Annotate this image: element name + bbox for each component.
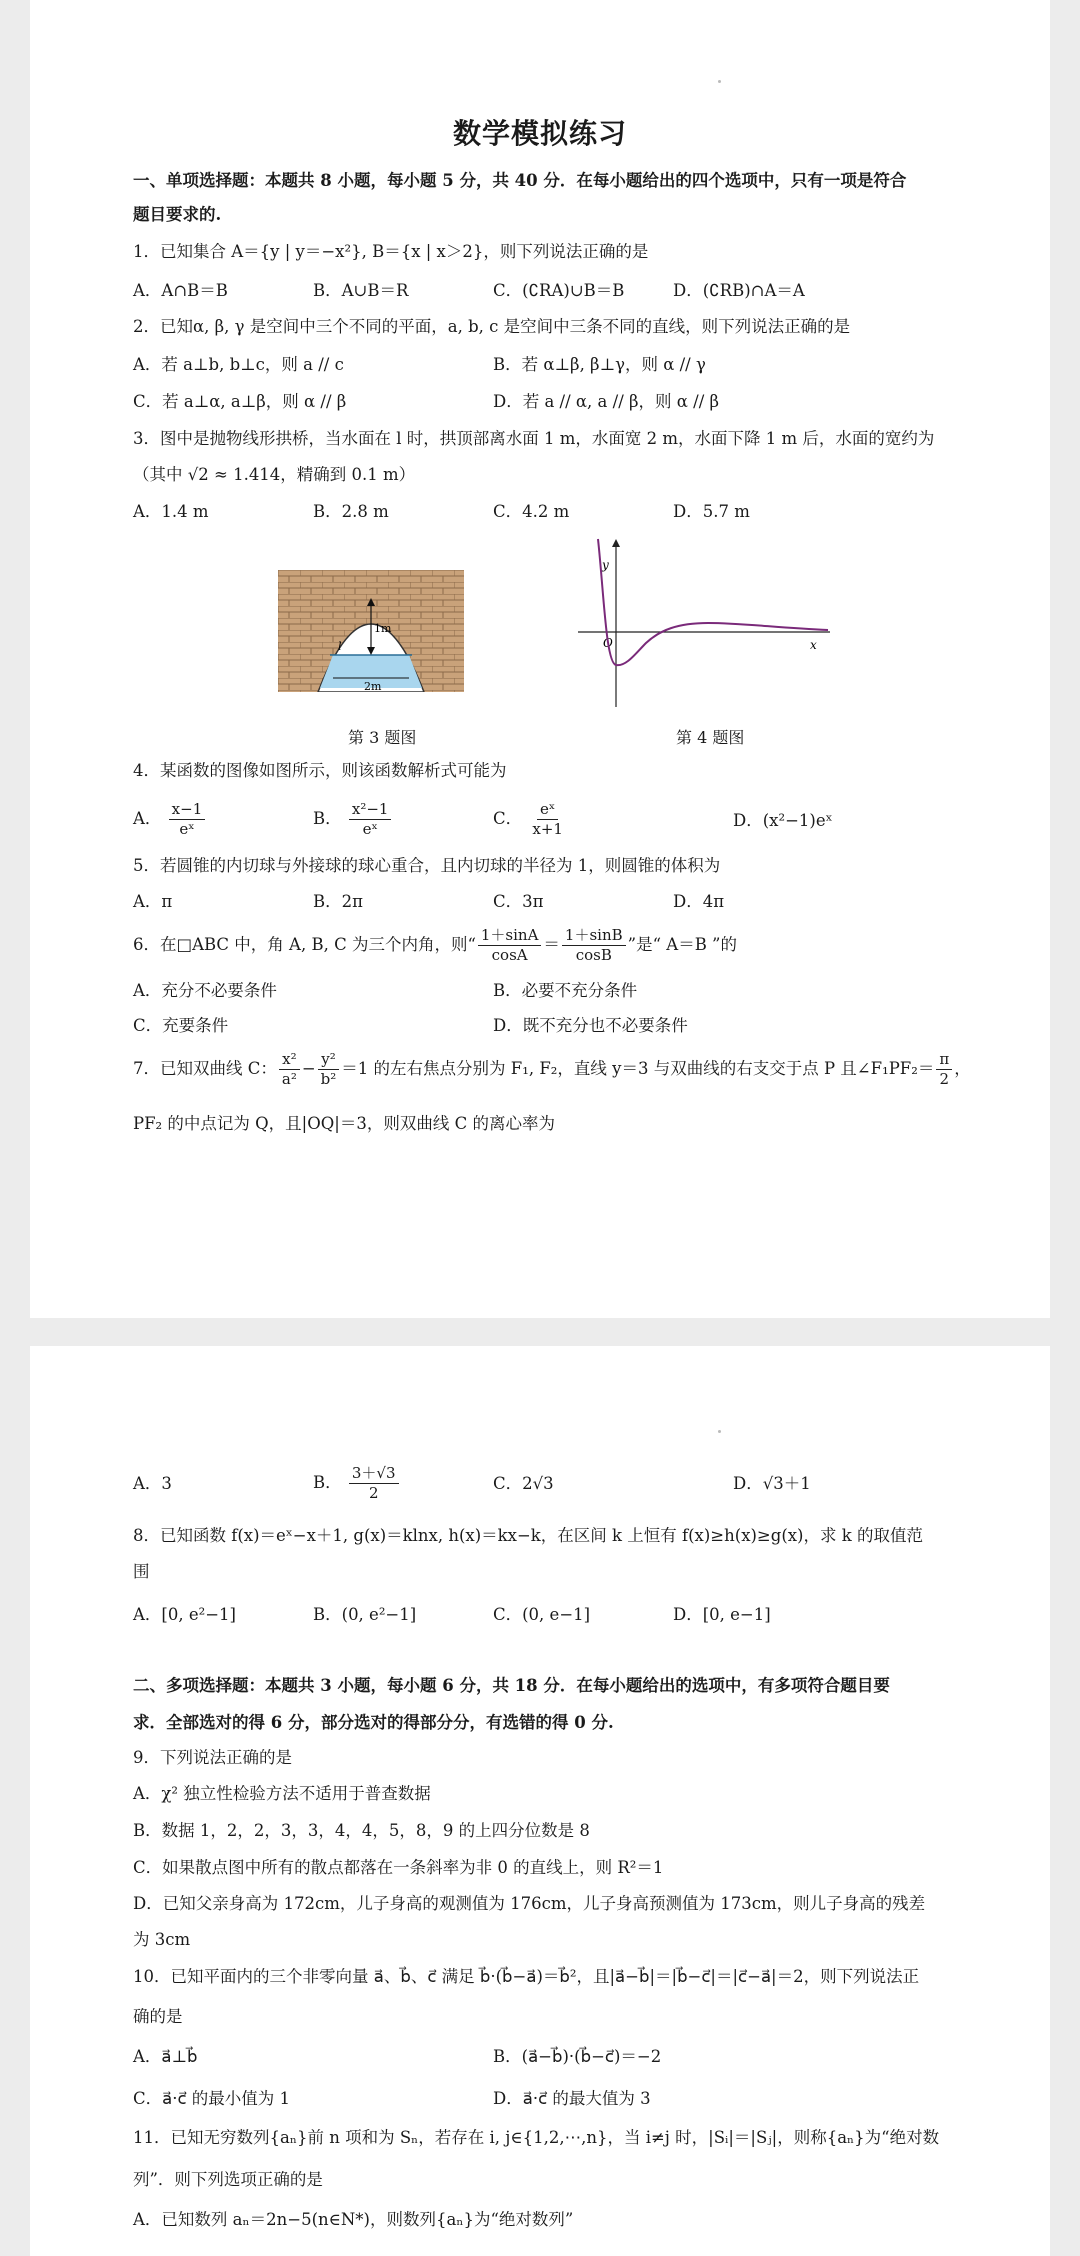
q7-option-c: C．2√3 xyxy=(493,1474,554,1493)
q7-f3-num: π xyxy=(936,1050,952,1070)
q4-a-num: x−1 xyxy=(169,800,206,820)
q7-option-a: A．3 xyxy=(133,1474,172,1493)
q4-option-d: D．(x²−1)eˣ xyxy=(733,811,833,830)
q6-option-d: D．既不充分也不必要条件 xyxy=(493,1016,688,1035)
y-axis-label: y xyxy=(602,558,609,572)
q3-option-c: C．4.2 m xyxy=(493,502,570,521)
fig3-label-l: l xyxy=(338,640,342,653)
q2-option-d: D．若 a // α, a // β，则 α // β xyxy=(493,392,720,411)
q1-stem: 1．已知集合 A＝{y | y＝−x²}, B＝{x | x＞2}，则下列说法正确的是 xyxy=(133,242,649,261)
q6-f1-den: cosA xyxy=(491,946,528,964)
q4-option-b xyxy=(313,800,393,839)
q2-option-a: A．若 a⊥b, b⊥c，则 a // c xyxy=(133,355,344,374)
q6-stem xyxy=(133,926,737,965)
q3-option-b: B．2.8 m xyxy=(313,502,389,521)
q6-option-b: B．必要不充分条件 xyxy=(493,981,638,1000)
q7-stem xyxy=(133,1050,971,1089)
figure-3-arch-bridge xyxy=(278,570,464,692)
q10-stem-line1: 10．已知平面内的三个非零向量 a⃗、b⃗、c⃗ 满足 b⃗·(b⃗−a⃗)＝b⃗²，且|a⃗−b⃗|＝|b⃗−c⃗|＝|c⃗−a⃗|＝2，则下列说法正 xyxy=(133,1967,920,1986)
q4-stem: 4．某函数的图像如图所示，则该函数解析式可能为 xyxy=(133,761,507,780)
q7-comma: ， xyxy=(954,1059,971,1078)
q8-option-b: B．(0, e²−1] xyxy=(313,1605,417,1624)
q6-f1-num: 1＋sinA xyxy=(478,926,542,946)
y-axis-arrow xyxy=(612,539,620,547)
q10-stem-line2: 确的是 xyxy=(133,2007,183,2026)
q4-c-num: eˣ xyxy=(537,800,558,820)
q3-option-d: D．5.7 m xyxy=(673,502,750,521)
q2-option-b: B．若 α⊥β, β⊥γ，则 α // γ xyxy=(493,355,706,374)
scan-dot xyxy=(718,80,721,83)
q7-fraction-2 xyxy=(318,1050,340,1089)
q7-stem-pre: 7．已知双曲线 C： xyxy=(133,1059,277,1078)
fig3-label-1m: 1m xyxy=(374,622,392,635)
q10-option-a: A．a⃗⊥b⃗ xyxy=(133,2047,198,2066)
x-axis-label: x xyxy=(810,638,817,652)
q9-option-d-line2: 为 3cm xyxy=(133,1930,191,1949)
q8-stem-line1: 8．已知函数 f(x)＝eˣ−x＋1, g(x)＝klnx, h(x)＝kx−k，在区间 k 上恒有 f(x)≥h(x)≥g(x)，求 k 的取值范 xyxy=(133,1526,923,1545)
q7-f3-den: 2 xyxy=(939,1070,950,1088)
q4-c-fraction xyxy=(529,800,566,839)
q6-stem-post: ”是“ A＝B ”的 xyxy=(627,935,737,954)
q4-b-num: x²−1 xyxy=(349,800,392,820)
q6-fraction-1 xyxy=(478,926,542,965)
q7-b-label: B． xyxy=(313,1473,342,1492)
q7-option-b xyxy=(313,1464,401,1503)
q1-option-c: C．(∁RA)∪B＝B xyxy=(493,281,625,300)
q11-option-a: A．已知数列 aₙ＝2n−5(n∈N*)，则数列{aₙ}为“绝对数列” xyxy=(133,2210,574,2229)
q7-f1-den: a² xyxy=(281,1070,297,1088)
q9-option-a: A．χ² 独立性检验方法不适用于普查数据 xyxy=(133,1784,431,1803)
figure-3-caption: 第 3 题图 xyxy=(348,728,417,747)
q9-option-c: C．如果散点图中所有的散点都落在一条斜率为非 0 的直线上，则 R²＝1 xyxy=(133,1858,664,1877)
q4-c-den: x+1 xyxy=(532,820,563,838)
q4-b-fraction xyxy=(349,800,392,839)
q7-fraction-3 xyxy=(936,1050,952,1089)
q9-option-d-line1: D．已知父亲身高为 172cm，儿子身高的观测值为 176cm，儿子身高预测值为 173cm，则儿子身高的残差 xyxy=(133,1894,926,1913)
q7-minus: − xyxy=(301,1059,316,1078)
figure-4-caption: 第 4 题图 xyxy=(676,728,745,747)
q4-a-den: eˣ xyxy=(179,820,195,838)
q2-stem: 2．已知α, β, γ 是空间中三个不同的平面，a, b, c 是空间中三条不同的直线，则下列说法正确的是 xyxy=(133,317,851,336)
q7-b-fraction xyxy=(349,1464,399,1503)
q3-stem-line2: （其中 √2 ≈ 1.414，精确到 0.1 m） xyxy=(133,465,416,484)
q7-stem-mid: ＝1 的左右焦点分别为 F₁, F₂，直线 y＝3 与双曲线的右支交于点 P 且∠F₁PF₂＝ xyxy=(341,1059,935,1078)
q5-option-b: B．2π xyxy=(313,892,363,911)
section2-line2: 求．全部选对的得 6 分，部分选对的得部分分，有选错的得 0 分. xyxy=(133,1713,614,1732)
q7-b-num: 3＋√3 xyxy=(349,1464,399,1484)
q4-b-label: B． xyxy=(313,809,342,828)
q9-option-b: B．数据 1，2，2，3，3，4，4，5，8，9 的上四分位数是 8 xyxy=(133,1821,590,1840)
q5-option-a: A．π xyxy=(133,892,173,911)
q1-option-a: A．A∩B＝B xyxy=(133,281,228,300)
q3-option-a: A．1.4 m xyxy=(133,502,209,521)
q10-option-b: B．(a⃗−b⃗)·(b⃗−c⃗)＝−2 xyxy=(493,2047,662,2066)
origin-label: O xyxy=(603,636,613,650)
q10-option-d: D．a⃗·c⃗ 的最大值为 3 xyxy=(493,2089,651,2108)
q5-option-c: C．3π xyxy=(493,892,544,911)
q2-option-c: C．若 a⊥α, a⊥β，则 α // β xyxy=(133,392,347,411)
q1-option-b: B．A∪B＝R xyxy=(313,281,409,300)
q8-option-d: D．[0, e−1] xyxy=(673,1605,771,1624)
fig3-label-2m: 2m xyxy=(364,680,382,692)
q9-stem: 9．下列说法正确的是 xyxy=(133,1748,292,1767)
q7-b-den: 2 xyxy=(368,1484,379,1502)
q10-option-c: C．a⃗·c⃗ 的最小值为 1 xyxy=(133,2089,291,2108)
q7-f2-den: b² xyxy=(320,1070,337,1088)
q6-eq: ＝ xyxy=(543,935,560,954)
q6-stem-pre: 6．在□ABC 中，角 A, B, C 为三个内角，则“ xyxy=(133,935,476,954)
q7-option-d: D．√3＋1 xyxy=(733,1474,811,1493)
q4-b-den: eˣ xyxy=(362,820,378,838)
page-title: 数学模拟练习 xyxy=(452,117,627,150)
q4-option-c xyxy=(493,800,568,839)
section1-line2: 题目要求的. xyxy=(133,205,222,224)
q1-option-d: D．(∁RB)∩A＝A xyxy=(673,281,805,300)
q8-stem-line2: 围 xyxy=(133,1562,150,1581)
q7-f1-num: x² xyxy=(279,1050,299,1070)
q4-option-a xyxy=(133,800,207,839)
q11-stem-line2: 列”．则下列选项正确的是 xyxy=(133,2170,323,2189)
q7-stem-line2: PF₂ 的中点记为 Q，且|OQ|＝3，则双曲线 C 的离心率为 xyxy=(133,1114,555,1133)
page-2 xyxy=(30,1346,1050,2256)
q8-option-a: A．[0, e²−1] xyxy=(133,1605,236,1624)
q11-stem-line1: 11．已知无穷数列{aₙ}前 n 项和为 Sₙ，若存在 i, j∈{1,2,⋯,n}，当 i≠j 时，|Sᵢ|＝|Sⱼ|，则称{aₙ}为“绝对数 xyxy=(133,2128,940,2147)
q4-c-label: C． xyxy=(493,809,523,828)
section2-line1: 二、多项选择题：本题共 3 小题，每小题 6 分，共 18 分．在每小题给出的选项中，有多项符合题目要 xyxy=(133,1676,890,1695)
q6-f2-num: 1＋sinB xyxy=(562,926,626,946)
q8-option-c: C．(0, e−1] xyxy=(493,1605,591,1624)
q3-stem-line1: 3．图中是抛物线形拱桥，当水面在 l 时，拱顶部离水面 1 m，水面宽 2 m，水面下降 1 m 后，水面的宽约为 xyxy=(133,429,935,448)
figure-4-function-graph xyxy=(548,535,838,713)
q5-stem: 5．若圆锥的内切球与外接球的球心重合，且内切球的半径为 1，则圆锥的体积为 xyxy=(133,856,721,875)
q5-option-d: D．4π xyxy=(673,892,725,911)
q4-a-label: A． xyxy=(133,809,162,828)
q6-f2-den: cosB xyxy=(575,946,612,964)
q6-option-c: C．充要条件 xyxy=(133,1016,229,1035)
scan-dot xyxy=(718,1430,721,1433)
q7-f2-num: y² xyxy=(318,1050,339,1070)
section1-line1: 一、单项选择题：本题共 8 小题，每小题 5 分，共 40 分．在每小题给出的四个选项中，只有一项是符合 xyxy=(133,171,907,190)
q6-fraction-2 xyxy=(562,926,626,965)
function-curve xyxy=(598,539,828,665)
page-1 xyxy=(30,0,1050,1318)
q4-a-fraction xyxy=(169,800,206,839)
q6-option-a: A．充分不必要条件 xyxy=(133,981,277,1000)
q7-fraction-1 xyxy=(279,1050,300,1089)
